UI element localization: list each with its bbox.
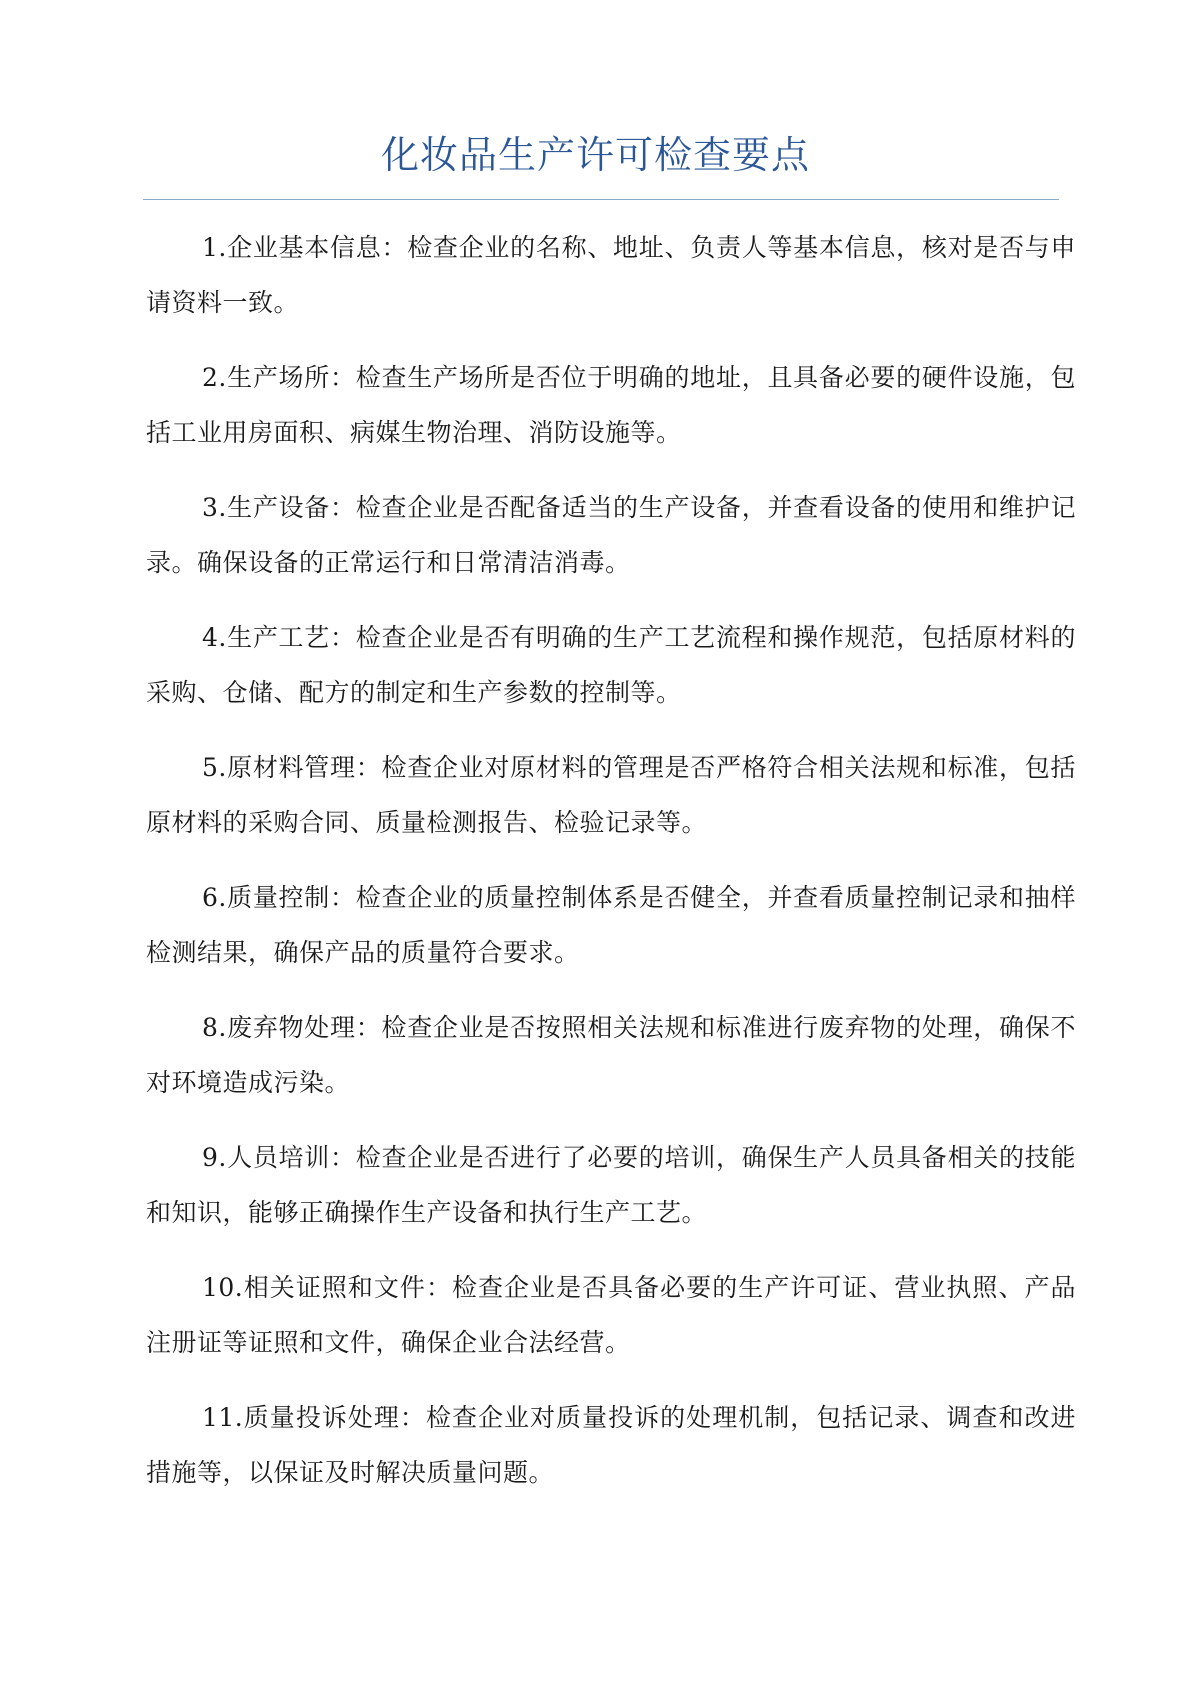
paragraph-item-10: 10.相关证照和文件：检查企业是否具备必要的生产许可证、营业执照、产品注册证等证照和文件，确保企业合法经营。	[146, 1273, 1076, 1357]
paragraph-item-11: 11.质量投诉处理：检查企业对质量投诉的处理机制，包括记录、调查和改进措施等，以保证及时解决质量问题。	[146, 1403, 1076, 1487]
document-body	[146, 220, 1076, 1520]
paragraph-item-2: 2.生产场所：检查生产场所是否位于明确的地址，且具备必要的硬件设施，包括工业用房面积、病媒生物治理、消防设施等。	[146, 363, 1076, 447]
paragraph-item-3: 3.生产设备：检查企业是否配备适当的生产设备，并查看设备的使用和维护记录。确保设备的正常运行和日常清洁消毒。	[146, 493, 1076, 577]
paragraph-item-6: 6.质量控制：检查企业的质量控制体系是否健全，并查看质量控制记录和抽样检测结果，确保产品的质量符合要求。	[146, 883, 1076, 967]
paragraph-item-4: 4.生产工艺：检查企业是否有明确的生产工艺流程和操作规范，包括原材料的采购、仓储、配方的制定和生产参数的控制等。	[146, 623, 1076, 707]
paragraph-item-1: 1.企业基本信息：检查企业的名称、地址、负责人等基本信息，核对是否与申请资料一致。	[146, 233, 1076, 317]
paragraph-item-9: 9.人员培训：检查企业是否进行了必要的培训，确保生产人员具备相关的技能和知识，能够正确操作生产设备和执行生产工艺。	[146, 1143, 1076, 1227]
paragraph-item-5: 5.原材料管理：检查企业对原材料的管理是否严格符合相关法规和标准，包括原材料的采购合同、质量检测报告、检验记录等。	[146, 753, 1076, 837]
document-title: 化妆品生产许可检查要点	[380, 133, 810, 177]
paragraph-item-8: 8.废弃物处理：检查企业是否按照相关法规和标准进行废弃物的处理，确保不对环境造成污染。	[146, 1013, 1076, 1097]
title-divider	[143, 199, 1059, 200]
